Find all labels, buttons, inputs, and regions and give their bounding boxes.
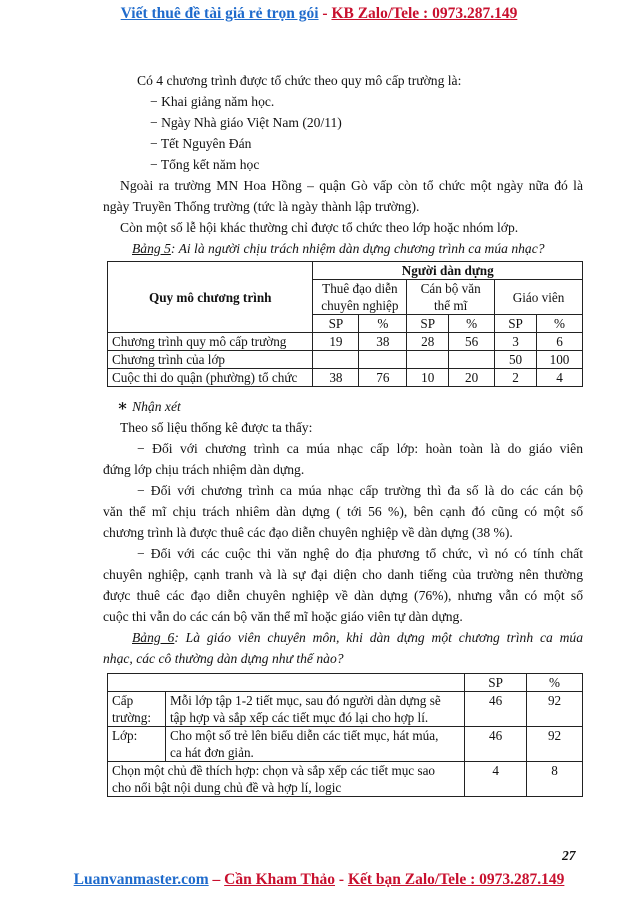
table6-caption bbox=[107, 627, 583, 648]
cell bbox=[449, 351, 495, 369]
row-text: Cho một số trẻ lên biểu diễn các tiết mục, hát múa, ca hát đơn giản. bbox=[165, 727, 464, 762]
cell: 56 bbox=[449, 333, 495, 351]
bullet-item: − Tết Nguyên Đán bbox=[150, 136, 252, 151]
table6-caption-label: Bảng 6 bbox=[132, 630, 175, 645]
row-label: Chương trình của lớp bbox=[108, 351, 313, 369]
cell: 6 bbox=[537, 333, 583, 351]
footer-site-link[interactable]: Luanvanmaster.com bbox=[73, 871, 209, 888]
sub-header: SP bbox=[313, 315, 359, 333]
group-arts-staff: Cán bộ văn thể mĩ bbox=[407, 280, 495, 315]
table-row bbox=[108, 762, 583, 797]
paragraph-line: đứng lớp chịu trách nhiệm dàn dựng. bbox=[103, 462, 305, 477]
cell: 4 bbox=[537, 369, 583, 387]
group-header: Người dàn dựng bbox=[313, 262, 583, 280]
paragraph-line: cuộc thi vẫn do các cán bộ văn thể mĩ hoặc giáo viên tự dàn dựng. bbox=[103, 609, 463, 624]
sub-header: % bbox=[449, 315, 495, 333]
cell: 46 bbox=[465, 727, 527, 762]
column-header: SP bbox=[465, 674, 527, 692]
table-row bbox=[108, 351, 583, 369]
cell: 38 bbox=[359, 333, 407, 351]
footer-separator: - bbox=[335, 871, 348, 888]
cell bbox=[407, 351, 449, 369]
page-number: 27 bbox=[562, 848, 576, 863]
paragraph-line: − Đối với các cuộc thi văn nghệ do địa phương tổ chức, vì nó có tính chất bbox=[137, 546, 583, 561]
cell: 2 bbox=[495, 369, 537, 387]
paragraph-line: được thuê các đạo diễn chuyên nghiệp về dàn dựng (76%), nhưng vẫn có một số bbox=[103, 588, 583, 603]
header-contact-link[interactable]: KB Zalo/Tele : 0973.287.149 bbox=[331, 5, 518, 22]
table5-caption bbox=[107, 238, 583, 259]
row-label: Lớp: bbox=[108, 727, 166, 762]
cell: 92 bbox=[527, 692, 583, 727]
cell bbox=[313, 351, 359, 369]
row-text: Mỗi lớp tập 1-2 tiết mục, sau đó người dàn dựng sẽ tập hợp và sắp xếp các tiết mục đó lại cho hợp lí. bbox=[165, 692, 464, 727]
cell: 20 bbox=[449, 369, 495, 387]
cell: 92 bbox=[527, 727, 583, 762]
asterisk-icon: ∗ bbox=[117, 398, 129, 415]
group-teacher: Giáo viên bbox=[495, 280, 583, 315]
intro-text: Có 4 chương trình được tổ chức theo quy mô cấp trường là: bbox=[137, 73, 462, 88]
table-row bbox=[108, 333, 583, 351]
sub-header: % bbox=[359, 315, 407, 333]
paragraph-line: chuyên nghiệp, cạnh tranh và là sự đại diện cho danh tiếng của trường nên thường bbox=[103, 567, 583, 582]
row-label: Chương trình quy mô cấp trường bbox=[108, 333, 313, 351]
group-professional-director: Thuê đạo diễn chuyên nghiệp bbox=[313, 280, 407, 315]
paragraph-line: chương trình là được thuê các đạo diễn chuyên nghiệp về dàn dựng (38 %). bbox=[103, 525, 513, 540]
column-header: % bbox=[527, 674, 583, 692]
cell: 10 bbox=[407, 369, 449, 387]
table6-caption-cont: nhạc, các cô thường dàn dựng như thế nào? bbox=[103, 651, 344, 666]
cell: 3 bbox=[495, 333, 537, 351]
bullet-item: − Tổng kết năm học bbox=[150, 157, 260, 172]
table-6 bbox=[107, 673, 583, 797]
document-body bbox=[103, 70, 584, 797]
page-header bbox=[0, 4, 638, 24]
table6-blank-header bbox=[108, 674, 465, 692]
cell bbox=[359, 351, 407, 369]
bullet-item: − Ngày Nhà giáo Việt Nam (20/11) bbox=[150, 115, 342, 130]
table5-caption-text: : Ai là người chịu trách nhiệm dàn dựng chương trình ca múa nhạc? bbox=[170, 241, 545, 256]
paragraph-line: Ngoài ra trường MN Hoa Hồng – quận Gò vấp còn tổ chức một ngày nữa đó là bbox=[120, 178, 583, 193]
row-text: Chọn một chủ đề thích hợp: chọn và sắp xếp các tiết mục sao cho nổi bật nội dung chủ đề và hợp lí, logic bbox=[108, 762, 465, 797]
row-label: Cuộc thi do quận (phường) tổ chức bbox=[108, 369, 313, 387]
cell: 38 bbox=[313, 369, 359, 387]
bullet-item: − Khai giảng năm học. bbox=[150, 94, 275, 109]
cell: 4 bbox=[465, 762, 527, 797]
cell: 50 bbox=[495, 351, 537, 369]
paragraph-line: − Đối với chương trình ca múa nhạc cấp lớp: hoàn toàn là do giáo viên bbox=[137, 441, 583, 456]
cell: 19 bbox=[313, 333, 359, 351]
sub-header: SP bbox=[407, 315, 449, 333]
cell: 28 bbox=[407, 333, 449, 351]
header-separator: - bbox=[318, 5, 332, 22]
table-row bbox=[108, 692, 583, 727]
cell: 76 bbox=[359, 369, 407, 387]
table-row bbox=[108, 369, 583, 387]
footer-contact-link[interactable]: Kết bạn Zalo/Tele : 0973.287.149 bbox=[347, 871, 565, 888]
paragraph-line: − Đối với chương trình ca múa nhạc cấp trường thì đa số là do các cán bộ bbox=[137, 483, 583, 498]
remarks-heading bbox=[107, 396, 583, 417]
cell: 100 bbox=[537, 351, 583, 369]
paragraph-line: Còn một số lễ hội khác thường chỉ được tổ chức theo lớp hoặc nhóm lớp. bbox=[120, 220, 519, 235]
sub-header: % bbox=[537, 315, 583, 333]
table-row bbox=[108, 727, 583, 762]
footer-dash: – bbox=[208, 871, 225, 888]
sub-header: SP bbox=[495, 315, 537, 333]
cell: 46 bbox=[465, 692, 527, 727]
table6-caption-text: : Là giáo viên chuyên môn, khi dàn dựng một chương trình ca múa bbox=[174, 630, 584, 645]
table5-caption-label: Bảng 5 bbox=[132, 241, 171, 256]
paragraph-line: ngày Truyền Thống trường (tức là ngày thành lập trường). bbox=[103, 199, 420, 214]
table-5 bbox=[107, 261, 583, 387]
page-footer bbox=[0, 870, 638, 890]
footer-name-link[interactable]: Cần Kham Thảo bbox=[224, 871, 336, 888]
header-service-link[interactable]: Viết thuê đề tài giá rẻ trọn gói bbox=[120, 5, 319, 22]
paragraph-line: văn thể mĩ chịu trách nhiêm dàn dựng ( tới 56 %), bên cạnh đó cũng có một số bbox=[103, 504, 583, 519]
column-header-scale: Quy mô chương trình bbox=[108, 262, 313, 333]
cell: 8 bbox=[527, 762, 583, 797]
paragraph-line: Theo số liệu thống kê được ta thấy: bbox=[120, 420, 313, 435]
remarks-title: Nhận xét bbox=[132, 399, 181, 414]
row-label: Cấp trường: bbox=[108, 692, 166, 727]
